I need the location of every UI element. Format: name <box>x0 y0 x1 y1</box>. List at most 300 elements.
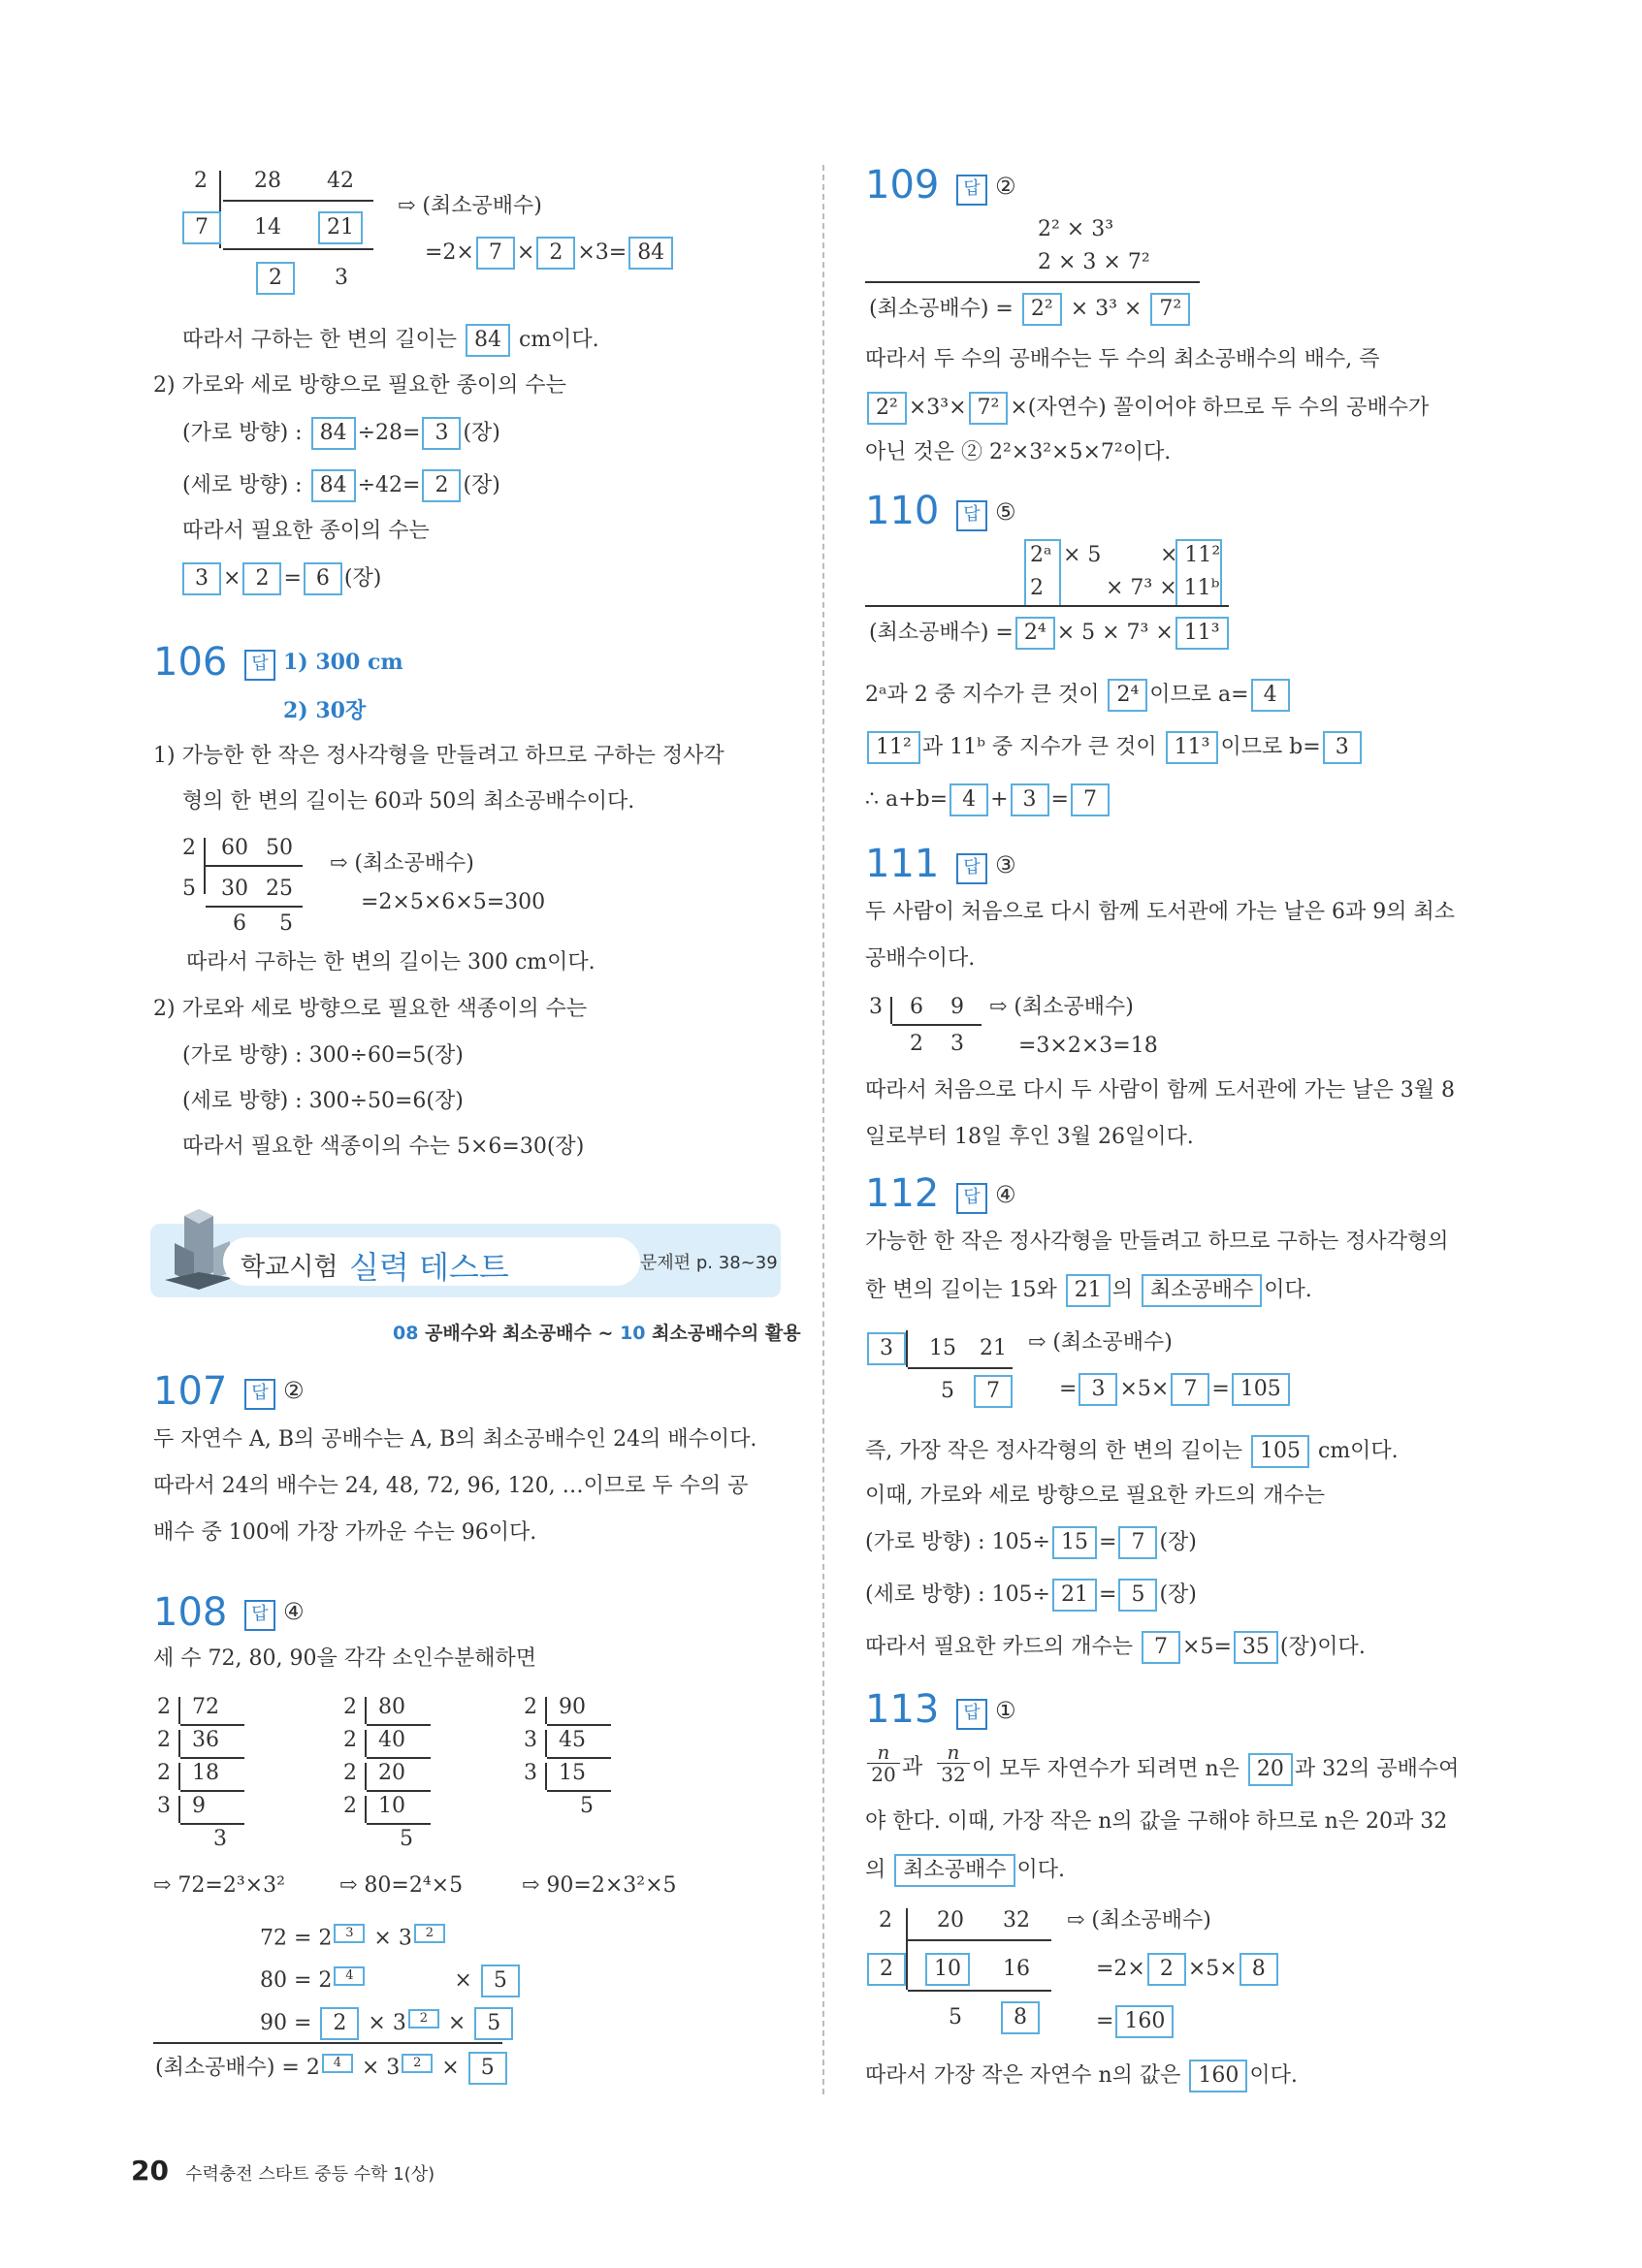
p112-d2b <box>972 1375 1014 1408</box>
answer-box: 21 <box>1052 1579 1097 1612</box>
p106-div1 <box>182 834 196 863</box>
left-horiz <box>182 417 500 450</box>
answer-box: 3 <box>867 1332 906 1365</box>
ladder-line <box>547 1790 611 1792</box>
p111-l4: 일로부터 18일 후인 3월 26일이다. <box>865 1125 1194 1149</box>
p112-l1: 가능한 한 작은 정사각형을 만들려고 하므로 구하는 정사각형의 <box>865 1230 1449 1254</box>
p108-r4 <box>155 2052 509 2085</box>
txt: ×3= <box>577 240 628 265</box>
answer-box: 160 <box>1115 2005 1174 2038</box>
p111-d1: 3 <box>869 995 883 1019</box>
p110-t1b: × 5 <box>1063 543 1102 567</box>
answer-113: ① <box>995 1697 1016 1724</box>
lcm-line <box>865 281 1200 283</box>
txt: 2) 가로와 세로 방향으로 필요한 종이의 수는 <box>153 373 566 398</box>
div-val: 42 <box>327 169 354 193</box>
answer-box: 105 <box>1251 1435 1309 1468</box>
p111-d1a: 6 <box>910 995 923 1019</box>
p110-t2b: × 7³ × 11ᵇ <box>1106 576 1220 600</box>
p110-l3 <box>865 783 1111 816</box>
txt: 의 <box>865 1858 886 1882</box>
ladder-divisor: 3 <box>524 1761 537 1785</box>
txt: 1) 300 cm <box>283 650 403 675</box>
problem-number-106: 106 <box>153 640 228 685</box>
answer-box: 2 <box>242 562 281 595</box>
txt: 이므로 a= <box>1149 683 1249 707</box>
ladder-value: 18 <box>192 1761 219 1785</box>
txt: = <box>1050 787 1069 812</box>
p112-d1b: 21 <box>980 1336 1007 1360</box>
txt: 따라서 가장 작은 자연수 n의 값은 <box>865 2063 1181 2088</box>
p113-lcm-res <box>1096 2005 1175 2038</box>
p113-d3b <box>999 2001 1042 2034</box>
answer-badge: 답 <box>244 1379 275 1410</box>
division-bracket <box>890 997 892 1024</box>
division-line <box>206 906 303 908</box>
txt: ÷42= <box>357 473 421 497</box>
section-banner <box>150 1224 781 1297</box>
answer-box: 3 <box>182 562 221 595</box>
problem-number-108: 108 <box>153 1590 228 1635</box>
denominator: 20 <box>871 1763 896 1786</box>
division-line <box>223 200 373 202</box>
answer-box: 2 <box>320 2007 359 2040</box>
p110-l2 <box>865 731 1364 764</box>
ladder-bracket <box>365 1796 367 1823</box>
p106-l2: 형의 한 변의 길이는 60과 50의 최소공배수이다. <box>182 789 635 814</box>
answer-box: 21 <box>1066 1274 1111 1307</box>
p106-l6: (세로 방향) : 300÷50=6(장) <box>182 1089 464 1113</box>
txt: (최소공배수) = 2 <box>155 2056 320 2080</box>
answer-box: 최소공배수 <box>1142 1274 1262 1307</box>
txt: 한 변의 길이는 15와 <box>865 1278 1057 1302</box>
ladder-bracket <box>178 1763 180 1790</box>
answer-box: 105 <box>1232 1373 1290 1406</box>
p112-l7 <box>865 1631 1366 1664</box>
txt: 의 <box>1111 1278 1134 1302</box>
answer-box: 4 <box>950 783 988 816</box>
answer-box: 2 <box>414 1924 445 1943</box>
ladder-value: 9 <box>192 1794 206 1818</box>
problem-number-110: 110 <box>865 489 940 533</box>
p112-lcm-label: ⇨ (최소공배수) <box>1028 1330 1173 1355</box>
txt: = <box>1211 1377 1230 1401</box>
txt: = <box>1099 1530 1117 1554</box>
p109-l3: 아닌 것은 ② 2²×3²×5×7²이다. <box>865 440 1172 464</box>
division-line <box>892 1024 982 1026</box>
answer-badge: 답 <box>956 1183 987 1214</box>
p113-l2: 야 한다. 이때, 가장 작은 n의 값을 구해야 하므로 n은 20과 32 <box>865 1809 1448 1834</box>
p106-div3a <box>233 910 246 939</box>
fraction-n-20 <box>867 1741 900 1785</box>
answer-badge: 답 <box>956 500 987 531</box>
p107-l2: 따라서 24의 배수는 24, 48, 72, 96, 120, …이므로 두 수의 공 <box>153 1474 749 1498</box>
p111-d2a: 2 <box>910 1032 923 1056</box>
div-val: 3 <box>335 266 348 290</box>
p106-lcm-label: ⇨ (최소공배수) <box>330 851 474 876</box>
ladder-value: 10 <box>378 1794 405 1818</box>
p106-l7: 따라서 필요한 색종이의 수는 5×6=30(장) <box>182 1134 585 1159</box>
column-divider <box>822 165 824 2094</box>
txt: cm이다. <box>1318 1439 1399 1463</box>
txt: × <box>223 566 241 591</box>
p106-l1: 1) 가능한 한 작은 정사각형을 만들려고 하므로 구하는 정사각 <box>153 744 724 768</box>
answer-box: 2 <box>422 469 461 502</box>
p109-t1: 2² × 3³ <box>1038 217 1114 241</box>
ladder-quotient: 5 <box>400 1827 413 1851</box>
txt: (가로 방향) : <box>182 421 303 445</box>
p112-d1a: 15 <box>929 1336 956 1360</box>
txt: (세로 방향) : 105÷ <box>865 1582 1050 1607</box>
banner-page-ref: 문제편 p. 38~39 <box>640 1253 778 1273</box>
p111-l3: 따라서 처음으로 다시 두 사람이 함께 도서관에 가는 날은 3월 8 <box>865 1078 1455 1102</box>
txt: ×5× <box>1119 1377 1170 1401</box>
ladder-bracket <box>365 1763 367 1790</box>
txt: (세로 방향) : <box>182 473 303 497</box>
ladder-quotient: 5 <box>580 1794 594 1818</box>
txt: =2× <box>1096 1957 1145 1981</box>
left-q2-head <box>153 371 566 400</box>
banner-range <box>393 1319 801 1345</box>
p113-d3a: 5 <box>949 2005 962 2029</box>
txt: × 3 <box>361 2056 401 2080</box>
answer-box: 84 <box>466 324 510 357</box>
ladder-value: 36 <box>192 1728 219 1752</box>
txt: (장)이다. <box>1279 1635 1366 1659</box>
answer-box: 3 <box>334 1924 365 1943</box>
div-row1: 2 <box>194 169 208 193</box>
p109-l1: 따라서 두 수의 공배수는 두 수의 최소공배수의 배수, 즉 <box>865 347 1380 371</box>
p107-l3: 배수 중 100에 가장 가까운 수는 96이다. <box>153 1520 537 1545</box>
answer-box: 8 <box>1240 1953 1278 1986</box>
ladder-value: 72 <box>192 1695 219 1719</box>
div-val: 5 <box>279 911 293 936</box>
txt: (장) <box>1159 1582 1197 1607</box>
answer-108: ④ <box>283 1598 305 1625</box>
denominator: 32 <box>941 1763 966 1786</box>
p113-d1b: 32 <box>1003 1908 1030 1933</box>
txt: × <box>454 1968 479 1993</box>
ladder-value: 20 <box>378 1761 405 1785</box>
answer-box: 11³ <box>1175 617 1229 650</box>
answer-107: ② <box>283 1377 305 1404</box>
p110-t1a: 2ᵃ <box>1030 543 1052 567</box>
p107-l1: 두 자연수 A, B의 공배수는 A, B의 최소공배수인 24의 배수이다. <box>153 1427 757 1452</box>
txt: (최소공배수) = <box>869 621 1014 645</box>
txt: (장) <box>463 473 500 497</box>
txt: (장) <box>1159 1530 1197 1554</box>
answer-box: 2 <box>408 2009 439 2028</box>
division-line <box>206 865 303 867</box>
div-row3-b <box>335 264 348 293</box>
p113-l4 <box>865 2060 1298 2092</box>
p111-l1: 두 사람이 처음으로 다시 함께 도서관에 가는 날은 6과 9의 최소 <box>865 900 1455 924</box>
p110-l1 <box>865 679 1292 712</box>
txt: 이다. <box>1016 1858 1066 1882</box>
txt: 이 모두 자연수가 되려면 n은 <box>972 1757 1240 1781</box>
div-row2-a <box>254 213 281 242</box>
answer-box: 7 <box>182 211 221 244</box>
answer-box: 최소공배수 <box>894 1854 1014 1887</box>
txt: ×5× <box>1187 1957 1238 1981</box>
lcm-expression <box>425 237 675 270</box>
p111-d2b: 3 <box>950 1032 964 1056</box>
p111-l2: 공배수이다. <box>865 946 976 971</box>
answer-110: ⑤ <box>995 498 1016 526</box>
answer-box: 8 <box>1001 2001 1040 2034</box>
ladder-bracket <box>365 1730 367 1757</box>
banner-label: 학교시험 <box>241 1253 338 1282</box>
div-val: 60 <box>221 836 248 860</box>
txt: (가로 방향) : 105÷ <box>865 1530 1050 1554</box>
ladder-value: 80 <box>378 1695 405 1719</box>
answer-box: 2⁴ <box>1015 617 1055 650</box>
answer-box: 21 <box>318 211 363 244</box>
txt: ×5= <box>1182 1635 1232 1659</box>
txt: 최소공배수의 활용 <box>652 1323 801 1344</box>
p113-d1a: 20 <box>937 1908 964 1933</box>
division-bracket <box>906 1330 908 1367</box>
txt: 공배수와 최소공배수 <box>425 1323 592 1344</box>
txt: (최소공배수) = <box>869 297 1014 321</box>
p106-div2a <box>221 875 248 904</box>
answer-box: 20 <box>1248 1753 1293 1786</box>
answer-badge: 답 <box>956 175 987 206</box>
p106-div2b <box>266 875 293 904</box>
ladder-divisor: 2 <box>343 1695 357 1719</box>
fraction-n-32 <box>937 1741 970 1785</box>
answer-box: 5 <box>468 2052 507 2085</box>
division-line <box>908 1990 1051 1992</box>
answer-box: 3 <box>1011 783 1049 816</box>
answer-badge: 답 <box>244 1600 275 1631</box>
answer-box: 4 <box>1251 679 1290 712</box>
ladder-divisor: 2 <box>343 1728 357 1752</box>
ladder-divisor: 2 <box>524 1695 537 1719</box>
answer-box: 7 <box>1142 1631 1180 1664</box>
answer-badge: 답 <box>244 650 275 681</box>
txt: cm이다. <box>519 328 599 352</box>
p110-lcm <box>869 617 1231 650</box>
p113-d2 <box>865 1953 908 1986</box>
ladder-bracket <box>545 1763 547 1790</box>
answer-box: 7 <box>974 1375 1013 1408</box>
ladder-divisor: 2 <box>157 1695 171 1719</box>
div-val: 30 <box>221 877 248 901</box>
p106-l4: 2) 가로와 세로 방향으로 필요한 색종이의 수는 <box>153 997 588 1021</box>
p110-t1c: × 11² <box>1160 543 1221 567</box>
p106-l3: 따라서 구하는 한 변의 길이는 300 cm이다. <box>186 950 596 974</box>
ladder-divisor: 2 <box>343 1794 357 1818</box>
txt: × 5 × 7³ × <box>1056 621 1174 645</box>
ladder-divisor: 2 <box>157 1728 171 1752</box>
answer-box: 7 <box>476 237 515 270</box>
answer-106-1 <box>283 650 403 675</box>
division-line <box>223 248 373 250</box>
div-val: 28 <box>254 169 281 193</box>
txt: 72 = 2 <box>260 1926 333 1951</box>
answer-box: 2² <box>1022 293 1062 326</box>
ladder-line <box>367 1823 431 1825</box>
answer-box: 15 <box>1052 1526 1097 1559</box>
answer-badge: 답 <box>956 853 987 884</box>
div-val: 5 <box>182 877 196 901</box>
ladder-divisor: 3 <box>157 1794 171 1818</box>
txt: ÷28= <box>357 421 421 445</box>
ladder-value: 15 <box>559 1761 586 1785</box>
txt: 과 32의 공배수여 <box>1294 1757 1460 1781</box>
txt: × 3 <box>373 1926 412 1951</box>
p113-l1b <box>972 1753 1459 1786</box>
ladder-value: 40 <box>378 1728 405 1752</box>
answer-box: 4 <box>322 2054 353 2073</box>
ladder-bracket <box>545 1730 547 1757</box>
banner-title-pill <box>223 1237 640 1286</box>
answer-111: ③ <box>995 851 1016 878</box>
p109-lcm <box>869 293 1192 326</box>
txt: 따라서 필요한 카드의 개수는 <box>865 1635 1134 1659</box>
answer-box: 6 <box>304 562 342 595</box>
ladder-divisor: 2 <box>157 1761 171 1785</box>
answer-box: 7² <box>1150 293 1190 326</box>
problem-number-107: 107 <box>153 1369 228 1414</box>
txt: (장) <box>343 566 382 591</box>
answer-box: 10 <box>925 1953 970 1986</box>
answer-box: 160 <box>1189 2060 1247 2092</box>
txt: × <box>516 240 535 265</box>
answer-box: 5 <box>474 2007 513 2040</box>
p108-r1 <box>260 1924 447 1953</box>
p112-lcm-expr <box>1059 1373 1292 1406</box>
txt: 이므로 b= <box>1220 735 1321 759</box>
p112-d1 <box>865 1332 908 1365</box>
numerator: n <box>937 1741 970 1764</box>
div-val: 50 <box>266 836 293 860</box>
problem-number-109: 109 <box>865 163 940 208</box>
answer-box: 4 <box>334 1966 365 1986</box>
p113-l1a: 과 <box>902 1755 923 1779</box>
txt: 과 11ᵇ 중 지수가 큰 것이 <box>921 735 1157 759</box>
ladder-bracket <box>365 1697 367 1724</box>
p109-t2: 2 × 3 × 7² <box>1038 250 1150 274</box>
txt: =2× <box>425 240 474 265</box>
answer-box: 3 <box>422 417 461 450</box>
p111-d1b: 9 <box>950 995 964 1019</box>
txt: 이다. <box>1264 1278 1312 1302</box>
answer-109: ② <box>995 173 1016 200</box>
txt: = <box>1096 2009 1114 2033</box>
p111-lcm-expr: =3×2×3=18 <box>1018 1034 1158 1058</box>
numerator: n <box>867 1741 900 1764</box>
p110-t2a: 2 <box>1030 576 1044 600</box>
p108-f90: ⇨ 90=2×3²×5 <box>522 1873 677 1898</box>
answer-box: 11³ <box>1166 731 1219 764</box>
ladder-value: 45 <box>559 1728 586 1752</box>
answer-box: 5 <box>481 1965 520 1997</box>
div-row1-b <box>327 167 354 196</box>
txt: ~ <box>597 1323 614 1344</box>
txt: = <box>1099 1582 1117 1607</box>
problem-number-112: 112 <box>865 1171 940 1216</box>
div-row2-b <box>316 211 365 244</box>
answer-box: 35 <box>1234 1631 1278 1664</box>
ladder-bracket <box>178 1796 180 1823</box>
answer-box: 84 <box>311 469 356 502</box>
div-row3-a <box>254 262 297 295</box>
p113-d2a <box>923 1953 972 1986</box>
ladder-divisor: 2 <box>343 1761 357 1785</box>
div-val: 2 <box>182 836 196 860</box>
txt: 2) 30장 <box>283 698 367 723</box>
book-title: 수력충전 스타트 중등 수학 1(상) <box>185 2164 435 2185</box>
p113-d1: 2 <box>879 1908 892 1933</box>
p112-d2a: 5 <box>941 1379 954 1403</box>
p108-f72: ⇨ 72=2³×3² <box>153 1873 285 1898</box>
p113-lcm-label: ⇨ (최소공배수) <box>1067 1908 1211 1933</box>
txt: + <box>990 787 1009 812</box>
p106-lcm-expr: =2×5×6×5=300 <box>361 890 546 914</box>
answer-box: 2⁴ <box>1108 679 1147 712</box>
p113-d2b: 16 <box>1003 1957 1030 1981</box>
answer-box: 2 <box>536 237 575 270</box>
answer-box: 3 <box>1323 731 1362 764</box>
p112-l2 <box>865 1274 1312 1307</box>
p113-l3 <box>865 1854 1065 1887</box>
answer-box: 2 <box>256 262 295 295</box>
ladder-bracket <box>178 1730 180 1757</box>
division-line <box>908 1367 1013 1369</box>
answer-badge: 답 <box>956 1699 987 1730</box>
txt: = <box>283 566 302 591</box>
answer-box: 7² <box>969 392 1009 425</box>
answer-box: 2 <box>1147 1953 1186 1986</box>
txt: 08 <box>393 1323 419 1344</box>
txt: 이다. <box>1249 2063 1298 2088</box>
txt: 즉, 가장 작은 정사각형의 한 변의 길이는 <box>865 1439 1242 1463</box>
p112-l3 <box>865 1435 1399 1468</box>
p108-l1: 세 수 72, 80, 90을 각각 소인수분해하면 <box>153 1646 536 1671</box>
ladder-value: 90 <box>559 1695 586 1719</box>
p106-div3b <box>279 910 293 939</box>
p106-l5: (가로 방향) : 300÷60=5(장) <box>182 1043 464 1068</box>
txt: (장) <box>463 421 500 445</box>
txt: ×(자연수) 꼴이어야 하므로 두 수의 공배수가 <box>1010 396 1430 420</box>
p108-r3 <box>260 2007 515 2040</box>
problem-number-111: 111 <box>865 842 940 886</box>
p106-div1b <box>266 834 293 863</box>
lcm-label: ⇨ (최소공배수) <box>398 194 542 218</box>
answer-box: 11² <box>867 731 920 764</box>
answer-box: 84 <box>311 417 356 450</box>
lcm-line <box>153 2042 502 2044</box>
ladder-line <box>180 1823 244 1825</box>
p106-div2 <box>182 875 196 904</box>
answer-box: 3 <box>1079 1373 1117 1406</box>
p112-l5 <box>865 1526 1197 1559</box>
p108-r2 <box>260 1965 522 1997</box>
txt: × <box>441 2056 467 2080</box>
txt: ∴ a+b= <box>865 787 949 812</box>
p113-lcm-expr <box>1096 1953 1280 1986</box>
txt: × <box>447 2011 473 2035</box>
left-need: 따라서 필요한 종이의 수는 <box>182 519 430 543</box>
ladder-line <box>180 1790 244 1792</box>
answer-box: 7 <box>1171 1373 1209 1406</box>
page-footer <box>131 2155 435 2187</box>
ladder-bracket <box>545 1697 547 1724</box>
lcm-line <box>865 605 1229 607</box>
txt: 90 = <box>260 2011 319 2035</box>
